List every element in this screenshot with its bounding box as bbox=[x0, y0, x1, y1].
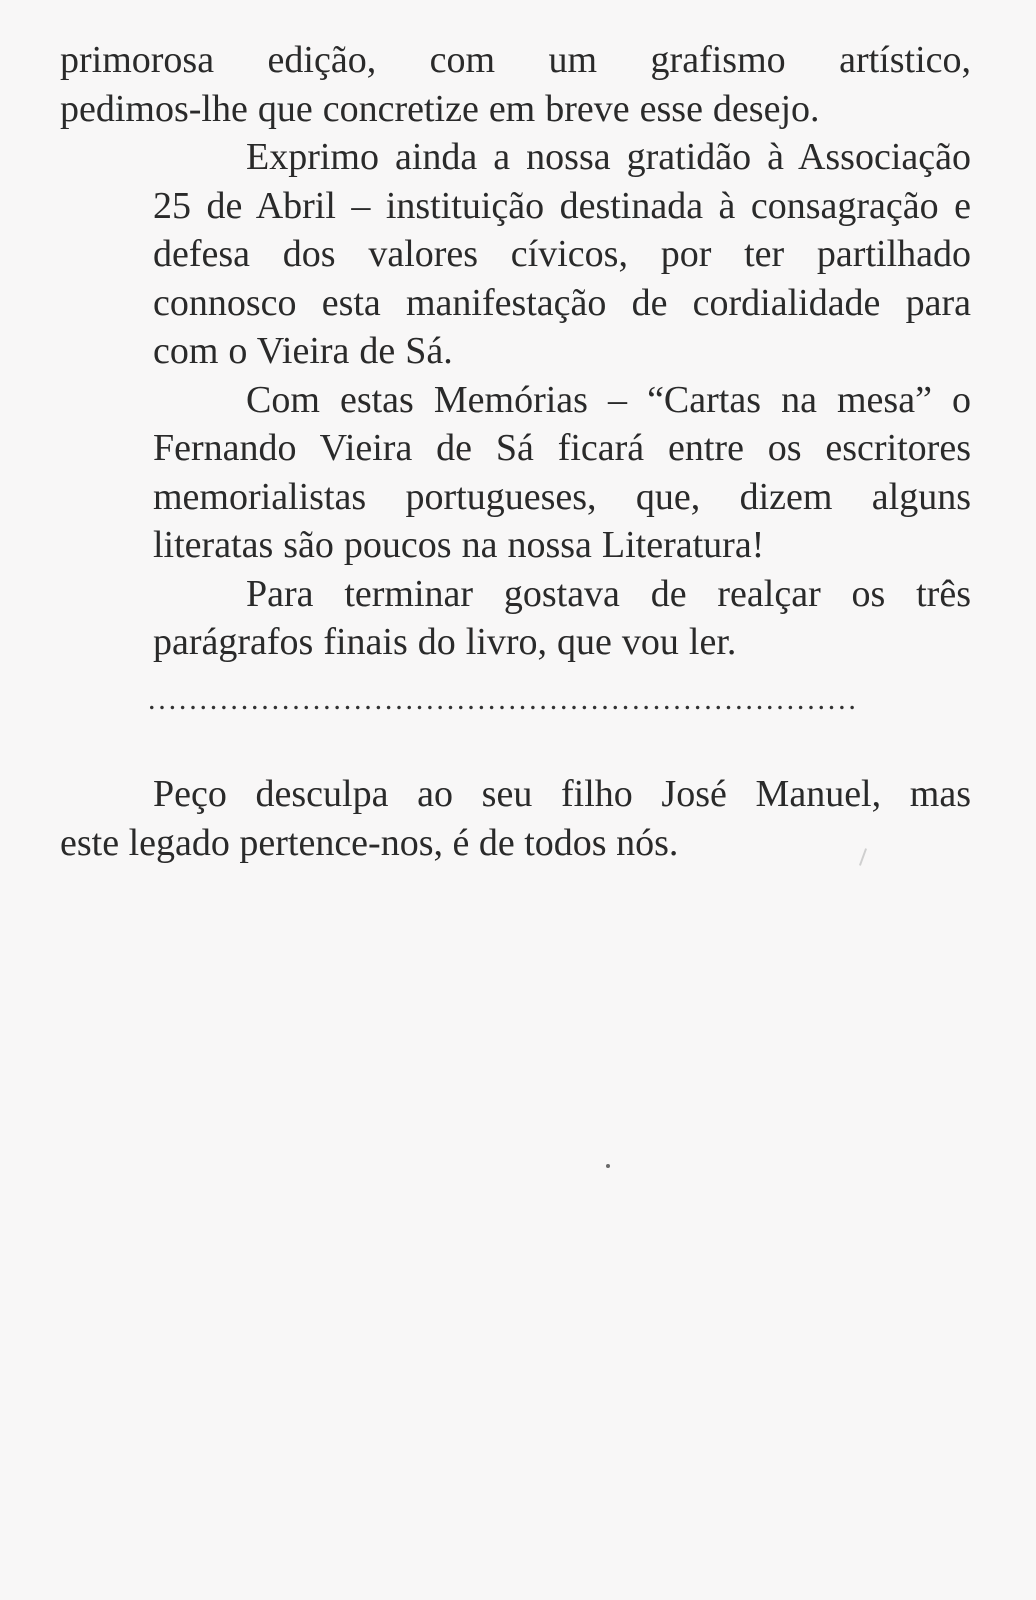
text-line: parágrafos finais do livro, que vou ler. bbox=[153, 621, 737, 663]
text-line: Para terminar gostava de realçar os três bbox=[246, 572, 971, 615]
paragraph-3 bbox=[60, 376, 971, 570]
text-line: defesa dos valores cívicos, por ter partilhado bbox=[153, 233, 971, 275]
ellipsis-separator: ..................................................................... bbox=[148, 690, 859, 710]
paragraph-2 bbox=[60, 133, 971, 376]
text-line: com o Vieira de Sá. bbox=[153, 330, 453, 372]
paper-speck bbox=[606, 1164, 610, 1168]
paragraph-1 bbox=[60, 36, 971, 133]
text-line: Fernando Vieira de Sá ficará entre os escritores bbox=[153, 427, 971, 469]
text-line: Peço desculpa ao seu filho José Manuel, mas bbox=[153, 773, 971, 815]
body-text bbox=[60, 36, 971, 667]
text-line: este legado pertence-nos, é de todos nós. bbox=[60, 821, 679, 864]
text-line: pedimos-lhe que concretize em breve esse desejo. bbox=[60, 87, 820, 130]
text-line: connosco esta manifestação de cordialidade para bbox=[153, 281, 971, 324]
paragraph-4 bbox=[60, 570, 971, 667]
closing-paragraph bbox=[60, 770, 971, 867]
text-line: memorialistas portugueses, que, dizem alguns bbox=[153, 475, 971, 518]
text-line: primorosa edição, com um grafismo artístico, bbox=[60, 39, 971, 81]
text-line: 25 de Abril – instituição destinada à consagração e bbox=[153, 184, 971, 227]
text-line: Exprimo ainda a nossa gratidão à Associação bbox=[246, 136, 971, 178]
text-line: Com estas Memórias – “Cartas na mesa” o bbox=[246, 378, 971, 421]
text-line: literatas são poucos na nossa Literatura! bbox=[153, 524, 765, 566]
